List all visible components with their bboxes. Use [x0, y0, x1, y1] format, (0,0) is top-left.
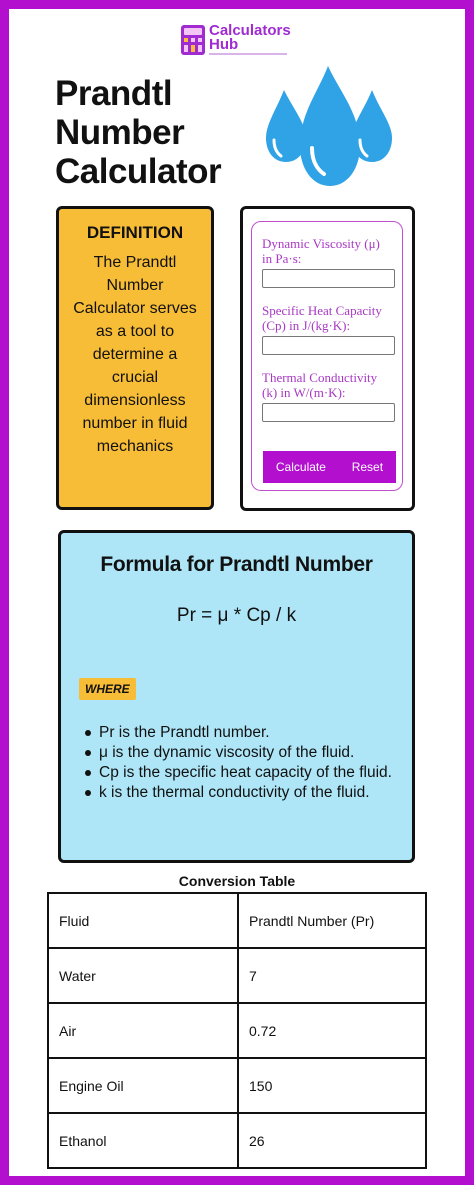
- viscosity-label: Dynamic Viscosity (μ) in Pa·s:: [262, 236, 380, 266]
- header-prandtl: Prandtl Number (Pr): [238, 893, 426, 948]
- list-item: Pr is the Prandtl number.: [85, 723, 405, 742]
- variable-list: [85, 723, 405, 803]
- reset-button[interactable]: Reset: [351, 460, 384, 474]
- table-cell-fluid: Air: [48, 1003, 238, 1058]
- brand-name: [209, 24, 291, 52]
- calculate-button[interactable]: Calculate: [275, 460, 326, 474]
- list-item: Cp is the specific heat capacity of the fluid.: [85, 763, 405, 782]
- button-bar: [263, 451, 396, 483]
- thermal-conductivity-input[interactable]: [262, 403, 395, 422]
- list-item: k is the thermal conductivity of the fluid.: [85, 783, 405, 802]
- header-fluid: Fluid: [48, 893, 238, 948]
- thermal-conductivity-label: Thermal Conductivity (k) in W/(m·K):: [262, 370, 378, 400]
- definition-card: [56, 206, 214, 510]
- heat-capacity-input[interactable]: [262, 336, 395, 355]
- definition-heading: DEFINITION: [86, 223, 184, 242]
- table-row: [48, 948, 426, 1003]
- heat-capacity-label: Specific Heat Capacity (Cp) in J/(kg·K):: [262, 303, 382, 333]
- table-header-row: [48, 893, 426, 948]
- water-drops-icon: [262, 62, 394, 190]
- where-badge: WHERE: [79, 678, 136, 700]
- list-item: μ is the dynamic viscosity of the fluid.: [85, 743, 405, 762]
- table-row: [48, 1113, 426, 1168]
- calculator-logo-icon: [180, 24, 206, 56]
- formula-expression: Pr = μ * Cp / k: [176, 605, 297, 626]
- table-cell-value: 7: [238, 948, 426, 1003]
- page-title: Prandtl Number Calculator: [55, 74, 222, 191]
- table-cell-fluid: Engine Oil: [48, 1058, 238, 1113]
- table-cell-fluid: Water: [48, 948, 238, 1003]
- table-cell-value: 26: [238, 1113, 426, 1168]
- conversion-table: [47, 892, 427, 1169]
- definition-text: The Prandtl Number Calculator serves as a tool to determine a crucial dimensionless number in fluid mechanics: [73, 254, 197, 455]
- brand-name-line1: Calculators: [209, 22, 291, 39]
- formula-card: [58, 530, 415, 863]
- formula-heading: Formula for Prandtl Number: [100, 553, 373, 576]
- table-row: [48, 1058, 426, 1113]
- brand-logo[interactable]: [180, 24, 300, 60]
- table-row: [48, 1003, 426, 1058]
- calculator-form: [251, 221, 403, 491]
- conversion-table-title: Conversion Table: [178, 873, 296, 889]
- brand-underline: [209, 53, 287, 55]
- table-cell-fluid: Ethanol: [48, 1113, 238, 1168]
- table-cell-value: 0.72: [238, 1003, 426, 1058]
- table-cell-value: 150: [238, 1058, 426, 1113]
- calculator-card: [240, 206, 415, 511]
- brand-name-line2: Hub: [209, 36, 239, 53]
- viscosity-input[interactable]: [262, 269, 395, 288]
